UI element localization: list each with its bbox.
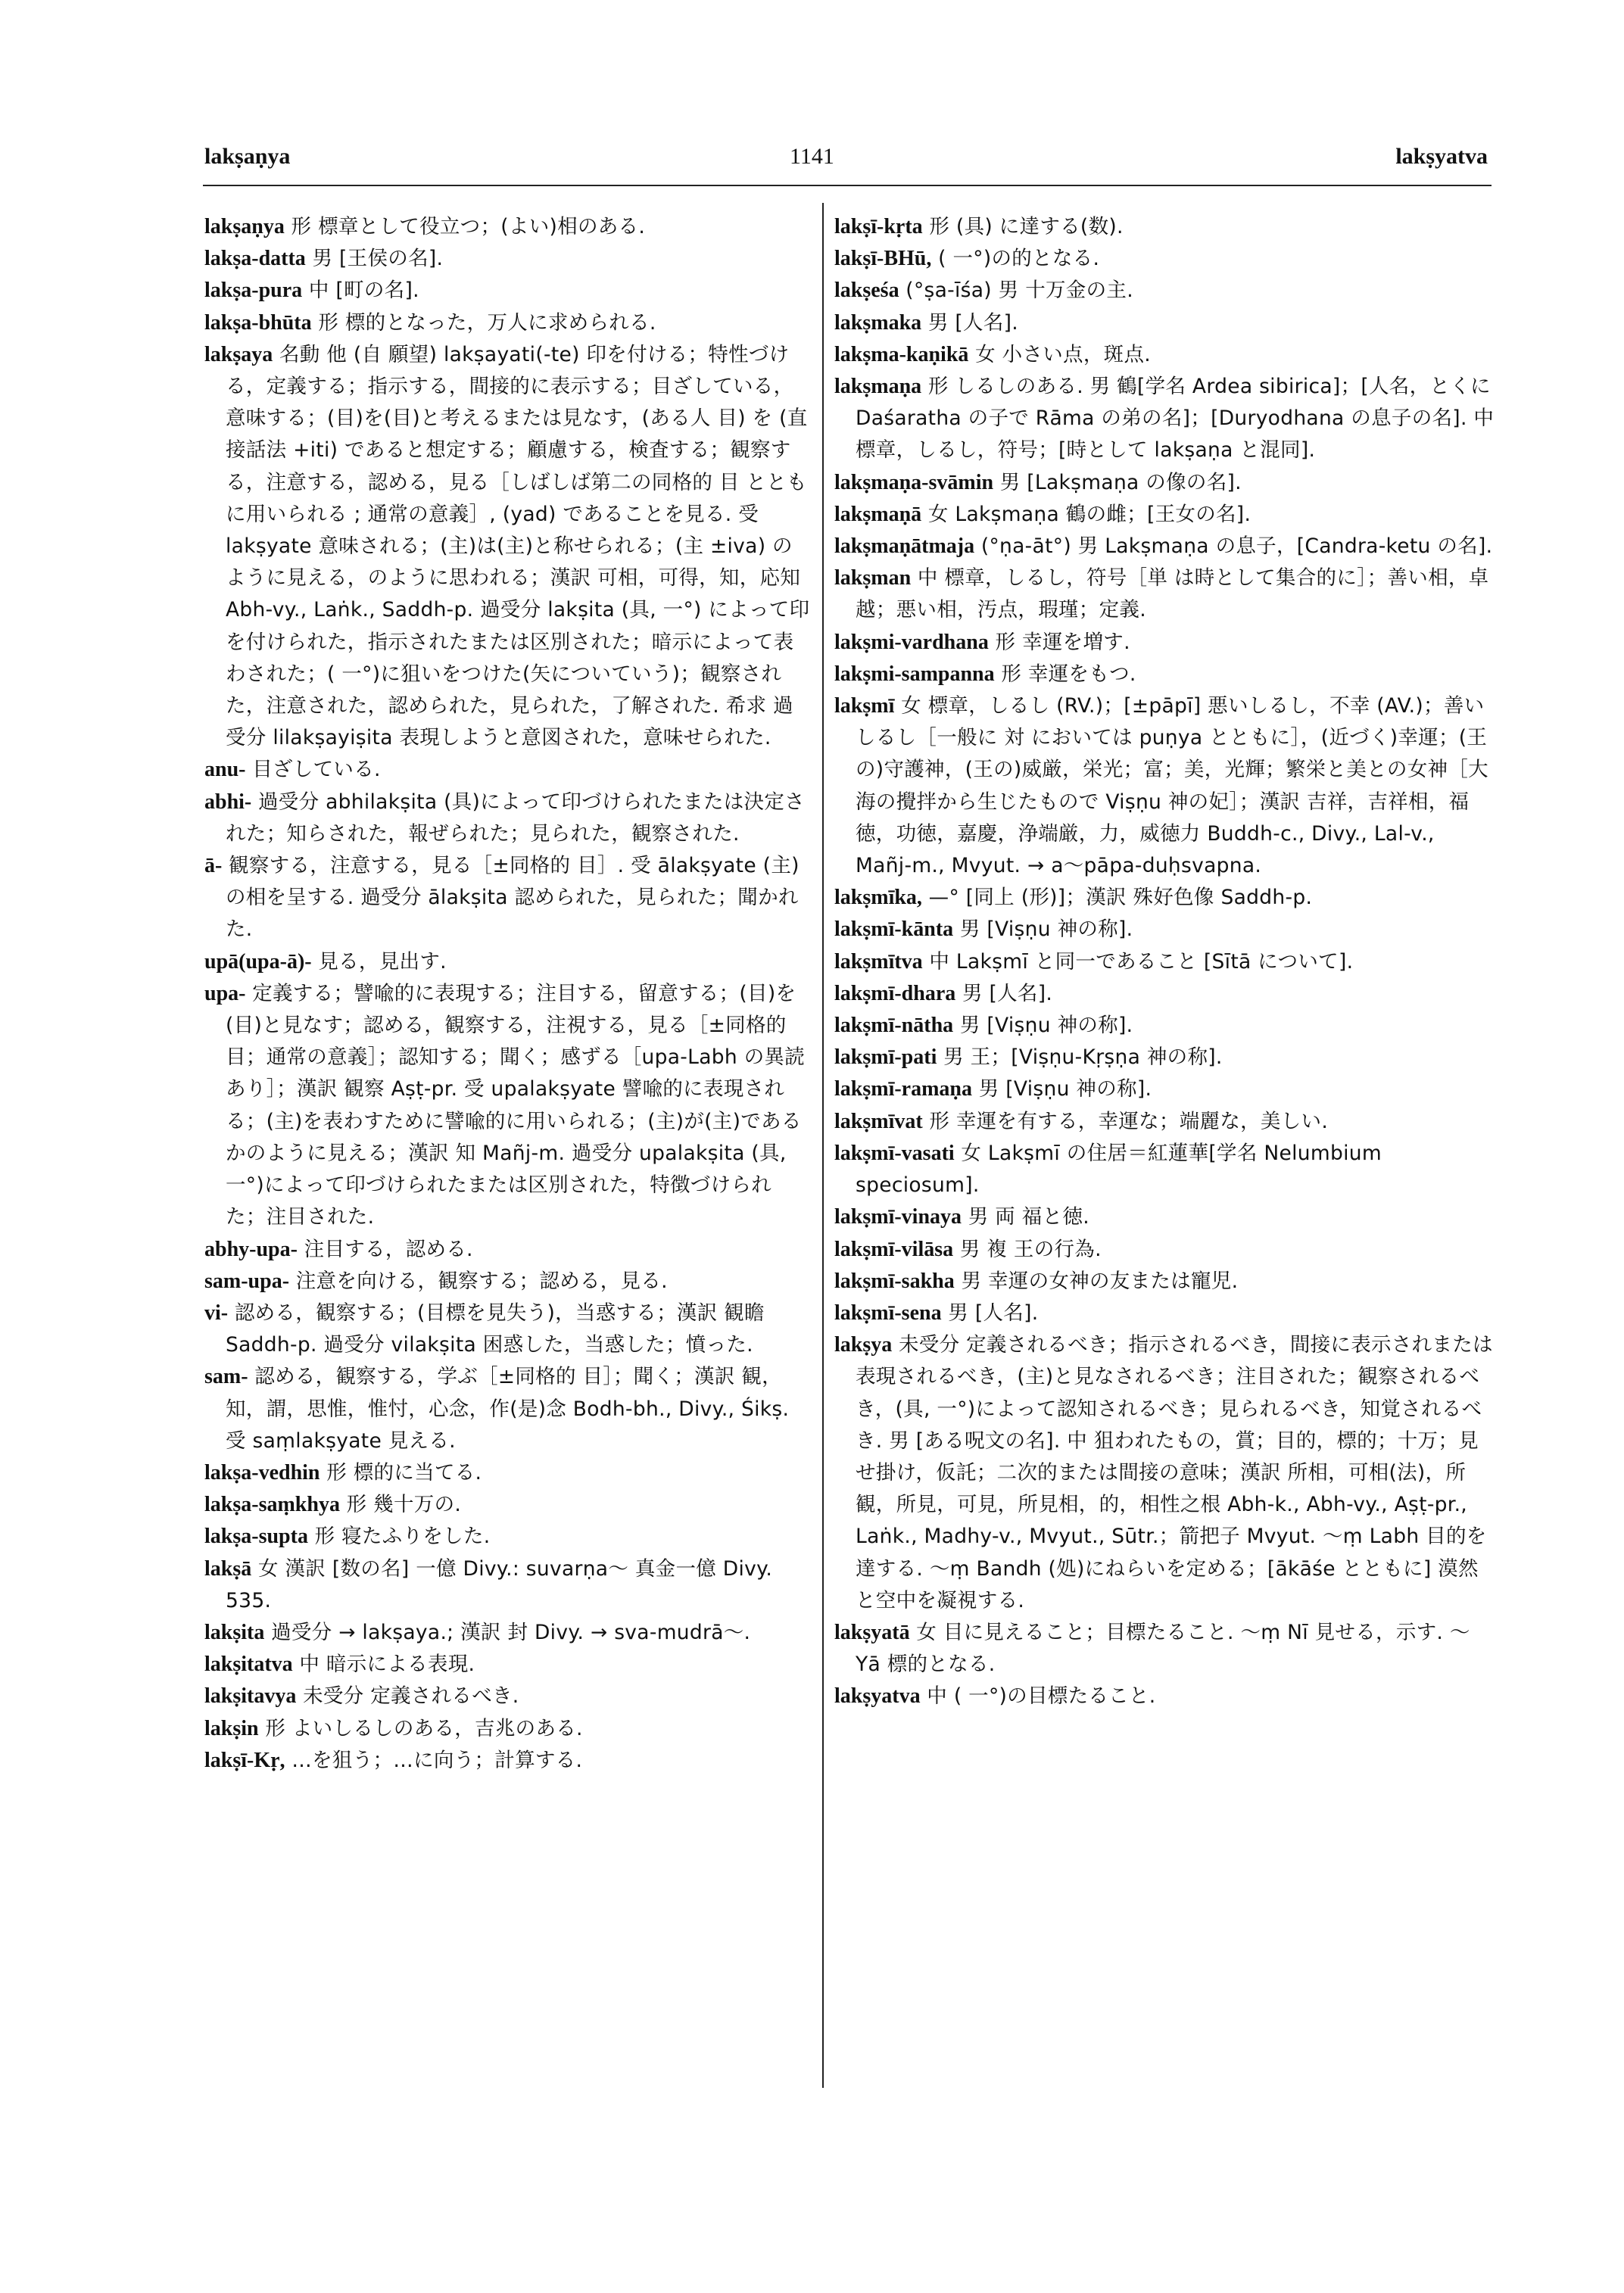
entry-headword: lakṣya bbox=[834, 1333, 893, 1357]
dictionary-entry bbox=[834, 1233, 1495, 1265]
entry-headword: lakṣmī-ramaṇa bbox=[834, 1077, 972, 1101]
entry-headword: lakṣmaṇā bbox=[834, 502, 922, 526]
entry-headword: lakṣeśa bbox=[834, 279, 899, 303]
entry-headword: abhy-upa- bbox=[204, 1237, 298, 1261]
dictionary-entry bbox=[834, 1265, 1495, 1297]
entry-headword: lakṣaya bbox=[204, 342, 273, 366]
dictionary-entry bbox=[834, 1137, 1495, 1201]
entry-definition: 未受分 定義されるべき；指示されるべき，間接に表示されまたは表現されるべき，(主)と見なされるべき；注目された；観察されるべき，(具, 一°)によって認知されるべき；見られるべき，知覚されるべき. 男 [ある呪文の名]. 中 狙われたもの，賞；目的，標的；十万；見せ掛け，仮託；二次的または間接の意味；漢訳 所相，可相(法)，所観，所見，可見，所見相，的，相性之根 Abh-k., Abh-vy., Aṣṭ-pr., Laṅk., Madhy-v., Mvyut., Sūtr.；箭把子 Mvyut. ～ṃ Labh 目的を達する. ～ṃ Bandh (処)にねらいを定める；[ākāśe とともに] 漠然と空中を凝視する. bbox=[856, 1333, 1493, 1612]
entry-headword: lakṣa-saṃkhya bbox=[204, 1493, 340, 1517]
entry-headword: lakṣmī-vinaya bbox=[834, 1205, 962, 1229]
entry-headword: lakṣmī bbox=[834, 694, 895, 718]
entry-definition: 定義する；譬喩的に表現する；注目する，留意する；(目)を(目)と見なす；認める，観察する，注視する，見る［±同格的 目；通常の意義］；認知する；聞く；感ずる［upa-Labh の異読あり］；漢訳 観察 Aṣṭ-pr. 受 upalakṣyate 譬喩的に表現される；(主)を表わすために譬喩的に用いられる；(主)が(主)であるかのように見える；漢訳 知 Mañj-m. 過受分 upalakṣita (具, 一°)によって印づけられたまたは区別された，特徴づけられた；注目された. bbox=[226, 981, 806, 1229]
dictionary-entry bbox=[204, 786, 810, 849]
entry-definition: 形 標的に当てる. bbox=[320, 1460, 482, 1485]
dictionary-entry bbox=[204, 1233, 810, 1265]
dictionary-entry bbox=[204, 1712, 810, 1744]
dictionary-entry bbox=[204, 1360, 810, 1456]
entry-headword: lakṣman bbox=[834, 566, 912, 590]
entry-definition: 形 寝たふりをした. bbox=[307, 1525, 491, 1549]
dictionary-entry bbox=[834, 658, 1495, 690]
entry-definition: 中 Lakṣmī と同一であること [Sītā について]. bbox=[922, 949, 1354, 974]
entry-definition: 中 [町の名]. bbox=[302, 279, 419, 303]
dictionary-entry bbox=[204, 242, 810, 274]
entry-definition: 男 [人名]. bbox=[941, 1301, 1039, 1325]
entry-headword: sam- bbox=[204, 1365, 248, 1389]
entry-definition: (°ṣa-īśa) 男 十万金の主. bbox=[899, 279, 1133, 303]
dictionary-entry bbox=[204, 946, 810, 977]
entry-definition: 男 [人名]. bbox=[921, 310, 1019, 335]
entry-definition: 男 [Lakṣmaṇa の像の名]. bbox=[993, 470, 1242, 494]
entry-definition: 中 ( 一°)の目標たること. bbox=[920, 1684, 1156, 1709]
entry-definition: 男 [Viṣṇu 神の称]. bbox=[953, 1014, 1133, 1038]
dictionary-entry bbox=[204, 1648, 810, 1680]
entry-headword: lakṣa-pura bbox=[204, 279, 303, 303]
dictionary-entry bbox=[834, 1297, 1495, 1329]
entry-definition: 女 Lakṣmaṇa 鶴の雌；[王女の名]. bbox=[921, 502, 1252, 526]
entry-definition: 形 (具) に達する(数). bbox=[922, 215, 1124, 238]
entry-headword: lakṣmi-vardhana bbox=[834, 630, 989, 654]
entry-definition: 形 しるしのある. 男 鶴[学名 Ardea sibirica]；[人名，とくに Daśaratha の子で Rāma の弟の名]；[Duryodhana の息子の名]. 中 標章，しるし，符号；[時として lakṣaṇa と混同]. bbox=[856, 375, 1495, 463]
entry-headword: abhi- bbox=[204, 790, 252, 814]
dictionary-entry bbox=[204, 1456, 810, 1488]
entry-headword: lakṣyatā bbox=[834, 1620, 910, 1644]
dictionary-entry bbox=[834, 977, 1495, 1009]
dictionary-entry bbox=[834, 466, 1495, 498]
entry-headword: lakṣitatva bbox=[204, 1653, 293, 1677]
entry-definition: 名動 他 (自 願望) lakṣayati(-te) 印を付ける；特性づける，定義する；指示する，間接的に表示する；目ざしている，意味する；(目)を(目)と考えるまたは見なす，(ある人 目) を (直接話法 +iti) であると想定する；顧慮する，検査する；観察する，注意する，認める，見る［しばしば第二の同格的 目 とともに用いられる ; 通常の意義］, (yad) であることを見る. 受 lakṣyate 意味される；(主)は(主)と称せられる；(主 ±iva) のように見える，のように思われる；漢訳 可相，可得，知，応知 Abh-vy., Laṅk., Saddh-p. 過受分 lakṣita (具, 一°) によって印を付けられた，指示されたまたは区別された；暗示によって表わされた；( 一°)に狙いをつけた(矢についていう)；観察された，注意された，認められた，見られた，了解された. 希求 過受分 lilakṣayiṣita 表現しようと意図された，意味せられた. bbox=[226, 342, 810, 750]
page-number: 1141 bbox=[790, 144, 834, 169]
entry-definition: 男 両 福と徳. bbox=[962, 1205, 1089, 1229]
entry-headword: anu- bbox=[204, 758, 246, 782]
entry-definition: 男 王；[Viṣṇu-Kṛṣṇa 神の称]. bbox=[937, 1045, 1223, 1070]
entry-headword: lakṣa-bhūta bbox=[204, 310, 312, 335]
entry-definition: 中 標章，しるし，符号［単 は時として集合的に］；善い相，卓越；悪い相，汚点，瑕瑾；定義. bbox=[856, 566, 1489, 622]
entry-definition: 男 [人名]. bbox=[955, 981, 1053, 1005]
dictionary-entry bbox=[204, 977, 810, 1233]
dictionary-entry bbox=[834, 274, 1495, 306]
entry-headword: lakṣmi-sampanna bbox=[834, 662, 995, 686]
entry-definition: 女 漢訳 [数の名] 一億 Divy.: suvarṇa～ 真金一億 Divy. 535. bbox=[226, 1556, 773, 1612]
entry-definition: —° [同上 (形)]；漢訳 殊好色像 Saddh-p. bbox=[921, 886, 1313, 910]
dictionary-entry bbox=[834, 338, 1495, 370]
entry-definition: 見る，見出す. bbox=[311, 949, 447, 974]
dictionary-entry bbox=[834, 1073, 1495, 1104]
entry-definition: 形 幸運をもつ. bbox=[994, 662, 1136, 686]
dictionary-entry bbox=[834, 913, 1495, 945]
dictionary-entry bbox=[204, 1616, 810, 1648]
entry-headword: lakṣmī-dhara bbox=[834, 981, 956, 1005]
dictionary-entry bbox=[834, 370, 1495, 466]
entry-headword: lakṣmaka bbox=[834, 310, 922, 335]
dictionary-entry bbox=[834, 210, 1495, 242]
entry-definition: 形 標章として役立つ；(よい)相のある. bbox=[284, 215, 646, 238]
dictionary-entry bbox=[834, 1329, 1495, 1616]
dictionary-entry bbox=[204, 1265, 810, 1297]
entry-definition: 認める，観察する；(目標を見失う)，当惑する；漢訳 観瞻 Saddh-p. 過受分 vilakṣita 困惑した，当惑した；憤った. bbox=[226, 1301, 765, 1357]
entry-headword: lakṣmīka, bbox=[834, 886, 922, 910]
entry-definition: 男 [Viṣṇu 神の称]. bbox=[953, 918, 1133, 942]
dictionary-entry bbox=[834, 307, 1495, 338]
entry-definition: 過受分 → lakṣaya.; 漢訳 封 Divy. → sva-mudrā～. bbox=[264, 1620, 751, 1644]
entry-headword: lakṣī-Kṛ, bbox=[204, 1748, 285, 1772]
entry-definition: …を狙う；…に向う；計算する. bbox=[285, 1748, 583, 1772]
dictionary-entry bbox=[834, 1105, 1495, 1137]
entry-headword: upa- bbox=[204, 981, 246, 1005]
dictionary-entry bbox=[834, 530, 1495, 562]
entry-headword: lakṣa-supta bbox=[204, 1525, 308, 1549]
entry-headword: lakṣita bbox=[204, 1620, 265, 1644]
entry-definition: 女 目に見えること；目標たること. ～ṃ Nī 見せる，示す. ～ Yā 標的となる. bbox=[856, 1620, 1470, 1677]
dictionary-entry bbox=[204, 274, 810, 306]
entry-headword: lakṣmī-nātha bbox=[834, 1014, 954, 1038]
entry-definition: 形 標的となった，万人に求められる. bbox=[311, 310, 656, 335]
entry-definition: 形 幸運を増す. bbox=[988, 630, 1130, 654]
dictionary-entry bbox=[834, 242, 1495, 274]
entry-headword: lakṣmaṇātmaja bbox=[834, 534, 975, 559]
dictionary-entry bbox=[204, 1297, 810, 1360]
entry-headword: lakṣa-datta bbox=[204, 247, 306, 271]
entry-definition: 形 幸運を有する，幸運な；端麗な，美しい. bbox=[922, 1109, 1329, 1133]
entry-headword: lakṣmītva bbox=[834, 949, 923, 974]
entry-headword: lakṣmī-sakha bbox=[834, 1269, 955, 1293]
entry-headword: lakṣmaṇa bbox=[834, 375, 922, 399]
entry-definition: 認める，観察する，学ぶ［±同格的 目］；聞く；漢訳 観，知，謂，思惟，惟忖，心念，作(是)念 Bodh-bh., Divy., Śikṣ. 受 saṃlakṣyate 見える. bbox=[226, 1365, 790, 1453]
entry-definition: 男 [Viṣṇu 神の称]. bbox=[972, 1077, 1152, 1101]
dictionary-entry bbox=[834, 1201, 1495, 1232]
entry-definition: 男 複 王の行為. bbox=[953, 1237, 1102, 1261]
entry-definition: 未受分 定義されるべき. bbox=[296, 1684, 519, 1709]
running-head-left: lakṣaṇya bbox=[204, 144, 291, 169]
dictionary-entry bbox=[834, 626, 1495, 658]
entry-headword: lakṣmī-vilāsa bbox=[834, 1237, 954, 1261]
dictionary-entry bbox=[204, 849, 810, 946]
dictionary-entry bbox=[204, 753, 810, 785]
entry-definition: 観察する，注意する，見る［±同格的 目］. 受 ālakṣyate (主)の相を呈する. 過受分 ālakṣita 認められた，見られた；聞かれた. bbox=[222, 854, 800, 942]
header-rule bbox=[203, 185, 1492, 186]
entry-definition: 男 [王侯の名]. bbox=[305, 247, 444, 271]
entry-definition: 中 暗示による表現. bbox=[292, 1653, 475, 1677]
entry-definition: 形 よいしるしのある，吉兆のある. bbox=[258, 1716, 583, 1740]
entry-headword: lakṣī-BHū, bbox=[834, 247, 932, 271]
entry-headword: lakṣa-vedhin bbox=[204, 1460, 320, 1485]
dictionary-entry bbox=[204, 210, 810, 242]
entry-headword: lakṣā bbox=[204, 1556, 252, 1581]
entry-definition: 女 標章，しるし (RV.)；[±pāpī] 悪いしるし，不幸 (AV.)；善いしるし［一般に 対 においては puṇya とともに］，(近づく)幸運；(王の)守護神，(王の)威厳，栄光；富；美，光輝；繁栄と美との女神［大海の攪拌から生じたもので Viṣṇu 神の妃］；漢訳 吉祥，吉祥相，福徳，功徳，嘉慶，浄端厳，力，威徳力 Buddh-c., Divy., Lal-v., Mañj-m., Mvyut. → a～pāpa-duḥsvapna. bbox=[856, 694, 1488, 878]
entry-headword: sam-upa- bbox=[204, 1269, 290, 1293]
dictionary-entry bbox=[204, 1744, 810, 1776]
dictionary-entry bbox=[204, 1680, 810, 1712]
entry-headword: lakṣmī-sena bbox=[834, 1301, 942, 1325]
entry-headword: lakṣmī-kānta bbox=[834, 918, 954, 942]
entry-headword: lakṣmaṇa-svāmin bbox=[834, 470, 994, 494]
entry-headword: lakṣmī-vasati bbox=[834, 1141, 955, 1165]
entry-headword: lakṣitavya bbox=[204, 1684, 297, 1709]
entry-headword: vi- bbox=[204, 1301, 229, 1325]
entry-definition: ( 一°)の的となる. bbox=[931, 247, 1100, 271]
entry-definition: 女 小さい点，斑点. bbox=[968, 342, 1151, 366]
left-column bbox=[204, 210, 810, 1776]
dictionary-entry bbox=[834, 881, 1495, 913]
entry-definition: 女 Lakṣmī の住居＝紅蓮華[学名 Nelumbium speciosum]. bbox=[856, 1141, 1382, 1198]
dictionary-entry bbox=[834, 498, 1495, 530]
dictionary-entry bbox=[834, 946, 1495, 977]
entry-definition: 目ざしている. bbox=[245, 758, 381, 782]
entry-headword: ā- bbox=[204, 854, 223, 878]
entry-headword: lakṣī-kṛta bbox=[834, 215, 923, 238]
dictionary-entry bbox=[204, 307, 810, 338]
dictionary-entry bbox=[834, 1616, 1495, 1680]
dictionary-entry bbox=[834, 1041, 1495, 1073]
entry-definition: (°ṇa-āt°) 男 Lakṣmaṇa の息子，[Candra-ketu の名]. bbox=[974, 534, 1493, 559]
entry-headword: lakṣmī-pati bbox=[834, 1045, 937, 1070]
dictionary-entry bbox=[834, 562, 1495, 625]
column-divider bbox=[822, 203, 824, 2088]
running-head-right: lakṣyatva bbox=[1395, 144, 1488, 169]
dictionary-entry bbox=[834, 1009, 1495, 1041]
entry-headword: lakṣmīvat bbox=[834, 1109, 923, 1133]
entry-definition: 注意を向ける，観察する；認める，見る. bbox=[289, 1269, 668, 1293]
entry-headword: lakṣaṇya bbox=[204, 215, 285, 238]
dictionary-entry bbox=[204, 1488, 810, 1520]
entry-headword: upā(upa-ā)- bbox=[204, 949, 312, 974]
dictionary-entry bbox=[834, 690, 1495, 881]
entry-headword: lakṣin bbox=[204, 1716, 259, 1740]
entry-definition: 過受分 abhilakṣita (具)によって印づけられたまたは決定された；知らされた，報ぜられた；見られた，観察された. bbox=[226, 790, 805, 846]
entry-definition: 男 幸運の女神の友または寵児. bbox=[954, 1269, 1239, 1293]
entry-headword: lakṣyatva bbox=[834, 1684, 921, 1709]
entry-headword: lakṣma-kaṇikā bbox=[834, 342, 969, 366]
dictionary-entry bbox=[204, 1553, 810, 1616]
right-column bbox=[834, 210, 1495, 1712]
dictionary-entry bbox=[204, 1520, 810, 1552]
dictionary-entry bbox=[834, 1680, 1495, 1712]
dictionary-entry bbox=[204, 338, 810, 754]
entry-definition: 注目する，認める. bbox=[297, 1237, 473, 1261]
entry-definition: 形 幾十万の. bbox=[339, 1493, 462, 1517]
